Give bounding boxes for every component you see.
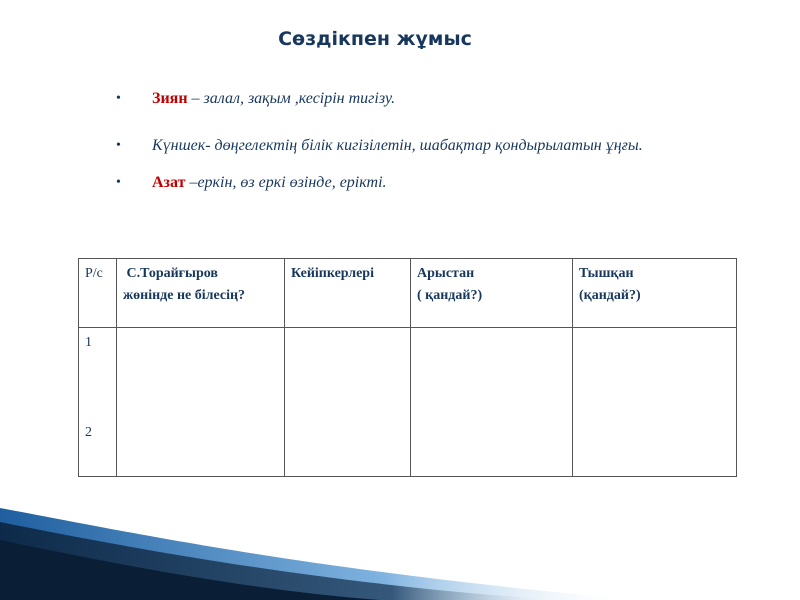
vocab-term: Зиян [152, 90, 188, 107]
list-item [116, 172, 786, 194]
vocab-term: Азат [152, 174, 186, 191]
vocab-definition: –еркін, өз еркі өзінде, ерікті. [185, 174, 387, 191]
header-cell-number: Р/с [79, 259, 117, 328]
worksheet-table [78, 258, 737, 477]
table-header-row [79, 259, 737, 328]
bullet-icon: • [116, 138, 121, 153]
row-number: 1 [85, 335, 92, 350]
answer-cell[interactable] [285, 328, 411, 477]
row-number-cell [79, 328, 117, 477]
list-item [116, 135, 786, 157]
answer-cell[interactable] [411, 328, 573, 477]
page-title: Сөздікпен жұмыс [278, 28, 472, 50]
table-row [79, 328, 737, 477]
decorative-swoosh [0, 500, 800, 600]
header-cell-characters: Кейіпкерлері [285, 259, 411, 328]
bullet-icon: • [116, 175, 121, 190]
vocab-definition: – залал, зақым ,кесірін тигізу. [187, 90, 396, 107]
bullet-icon: • [116, 91, 121, 106]
vocabulary-list [116, 88, 786, 194]
answer-cell[interactable] [573, 328, 737, 477]
answer-cell[interactable] [117, 328, 285, 477]
row-number: 2 [85, 425, 92, 440]
header-cell-lion: Арыстан ( қандай?) [411, 259, 573, 328]
header-cell-toraigyrov: С.Торайғыров жөнінде не білесің? [117, 259, 285, 328]
list-item [116, 88, 786, 110]
header-cell-mouse: Тышқан (қандай?) [573, 259, 737, 328]
vocab-definition: Күншек- дөңгелектің білік кигізілетін, шабақтар қондырылатын ұңғы. [152, 137, 643, 154]
